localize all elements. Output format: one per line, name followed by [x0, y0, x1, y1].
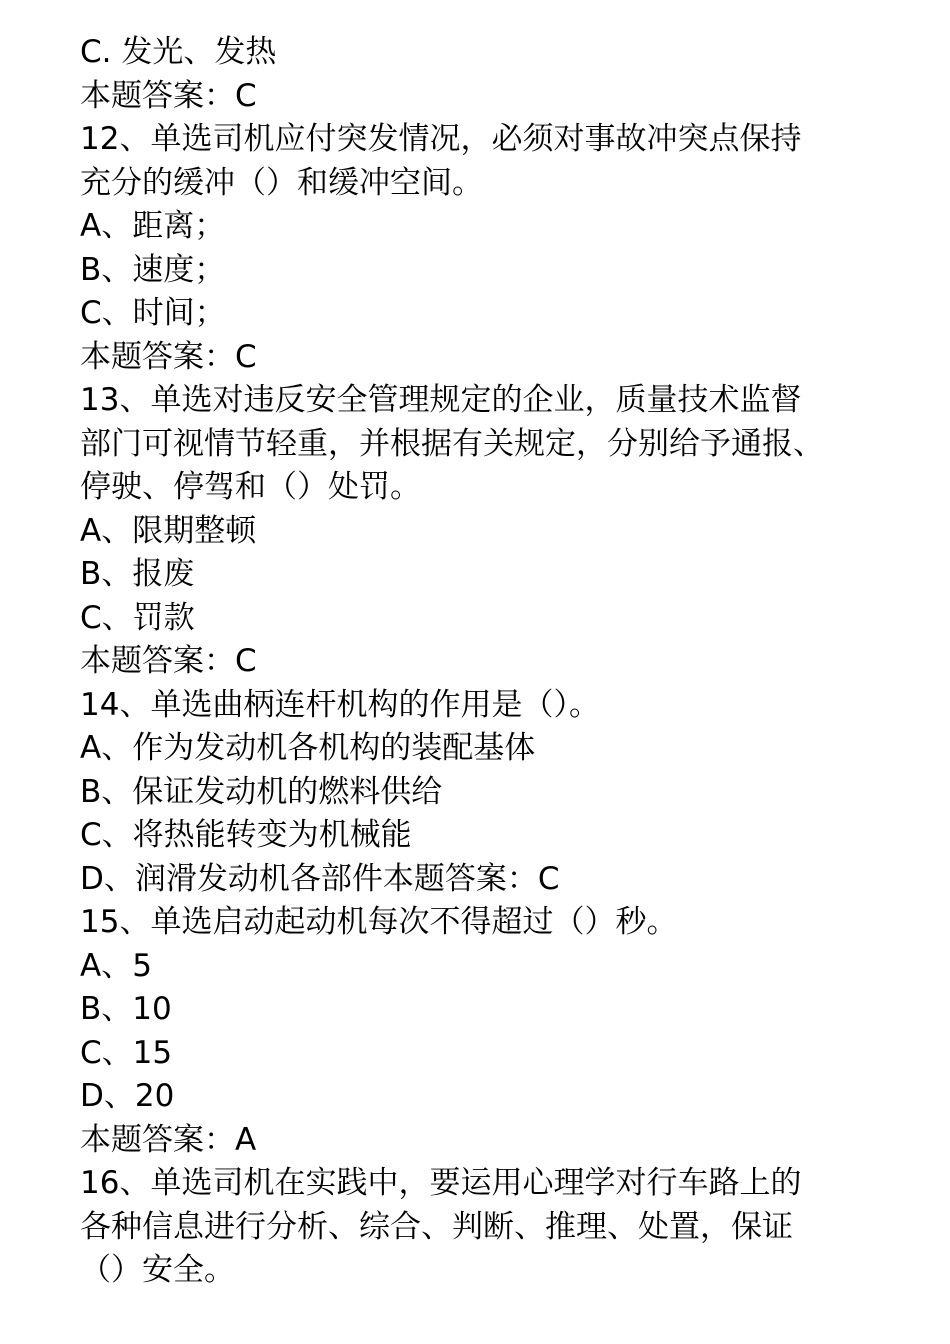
- option-line: B、10: [80, 991, 172, 1027]
- option-line: B、报废: [80, 556, 195, 592]
- answer-line: 本题答案：C: [80, 77, 257, 114]
- option-line: A、距离；: [80, 208, 226, 244]
- question-line: 14、单选曲柄连杆机构的作用是（）。: [80, 686, 600, 723]
- answer-line: 本题答案：C: [80, 643, 257, 679]
- option-line: C、15: [80, 1034, 173, 1071]
- question-line: 16、单选司机在实践中，要运用心理学对行车路上的: [80, 1165, 802, 1201]
- option-line: C、时间；: [80, 295, 226, 331]
- question-line: 各种信息进行分析、综合、判断、推理、处置，保证: [80, 1208, 793, 1245]
- document-page: [80, 31, 890, 1293]
- question-line: 13、单选对违反安全管理规定的企业，质量技术监督: [80, 382, 802, 418]
- question-line: （）安全。: [80, 1252, 235, 1288]
- option-line: C、罚款: [80, 599, 195, 636]
- question-line: 15、单选启动起动机每次不得超过（）秒。: [80, 904, 678, 940]
- option-line: C. 发光、发热: [80, 34, 277, 70]
- question-line: 充分的缓冲（）和缓冲空间。: [80, 164, 483, 201]
- option-line: D、润滑发动机各部件本题答案：C: [80, 860, 560, 897]
- option-line: D、20: [80, 1078, 175, 1114]
- answer-line: 本题答案：A: [80, 1121, 257, 1158]
- question-line: 停驶、停驾和（）处罚。: [80, 469, 421, 505]
- answer-line: 本题答案：C: [80, 338, 257, 375]
- option-line: B、速度；: [80, 251, 226, 288]
- option-line: B、保证发动机的燃料供给: [80, 773, 443, 810]
- option-line: A、作为发动机各机构的装配基体: [80, 730, 536, 766]
- option-line: C、将热能转变为机械能: [80, 817, 412, 853]
- question-line: 部门可视情节轻重，并根据有关规定，分别给予通报、: [80, 425, 824, 462]
- option-line: A、5: [80, 947, 152, 984]
- option-line: A、限期整顿: [80, 512, 257, 549]
- question-line: 12、单选司机应付突发情况，必须对事故冲突点保持: [80, 121, 802, 157]
